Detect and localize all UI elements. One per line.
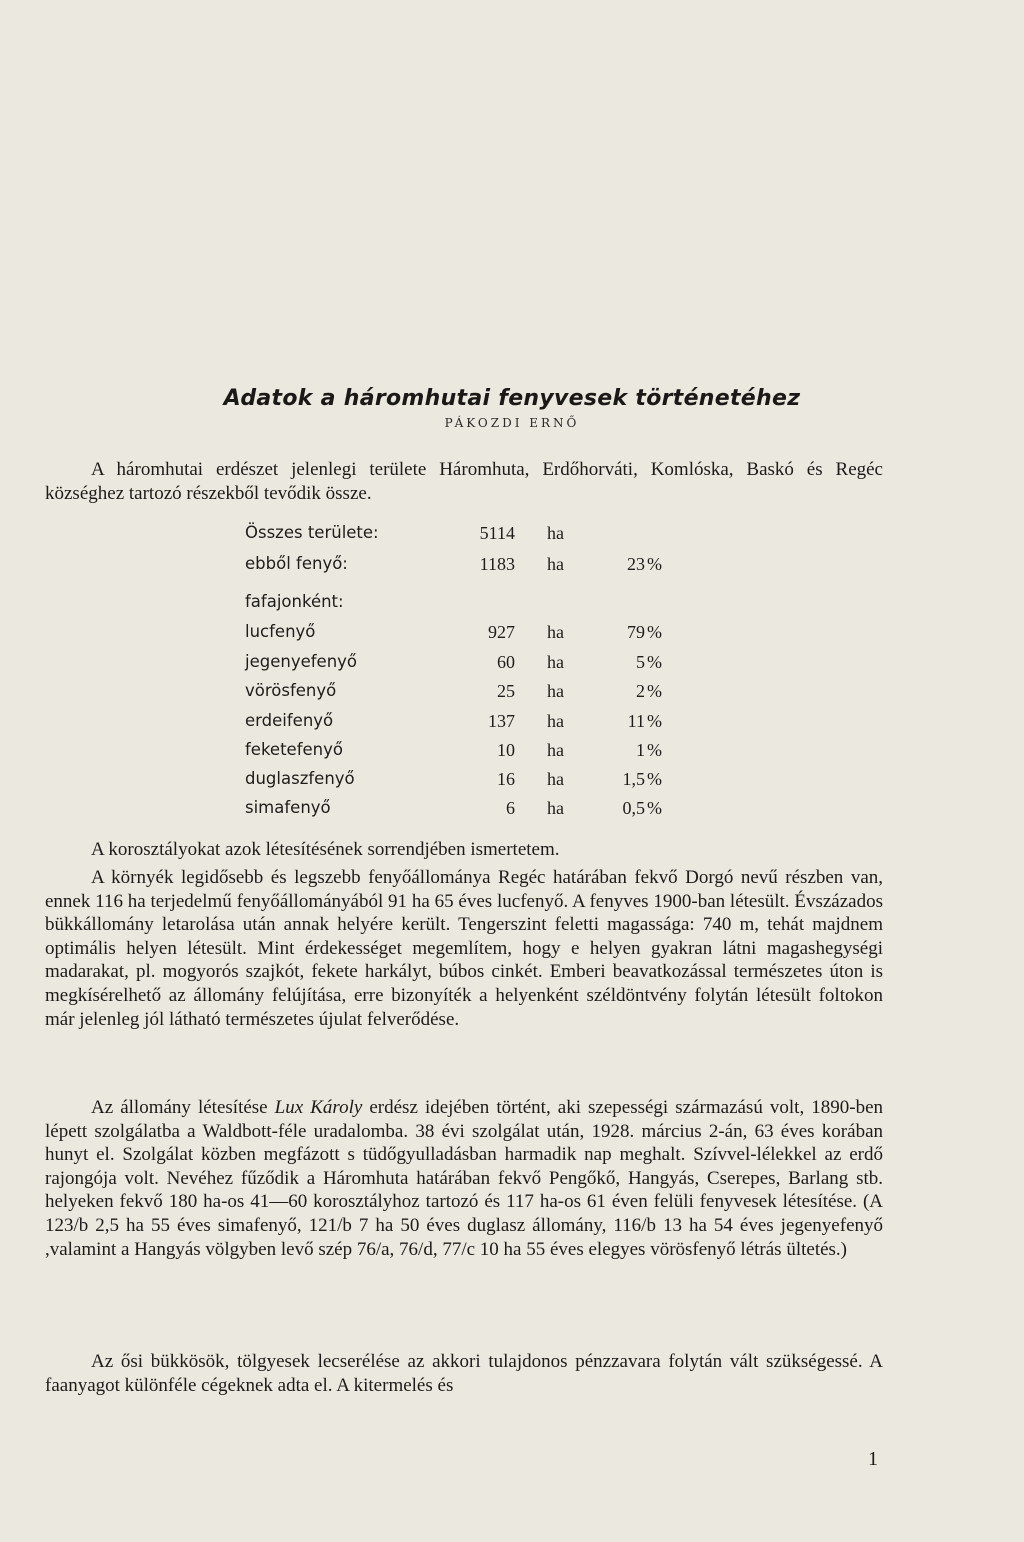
paragraph-3-text-start: Az állomány létesítése: [91, 1097, 275, 1118]
paragraph-4-text: Az ősi bükkösök, tölgyesek lecserélése az akkori tulajdonos pénzzavara folytán vált szükségessé. A faanyagot különféle cégeknek adta el. A kitermelés és: [45, 1351, 883, 1396]
species-pct: 1: [636, 740, 645, 760]
species-label: duglaszfenyő: [245, 769, 355, 788]
by-species-label: fafajonként:: [245, 592, 344, 611]
paragraph-3: [45, 1096, 883, 1261]
species-label: jegenyefenyő: [245, 652, 358, 671]
species-pct: 2: [636, 681, 645, 701]
species-pct-sign: %: [647, 681, 662, 701]
page-number: 1: [868, 1448, 878, 1470]
species-pct: 79: [627, 622, 645, 642]
total-label: Összes területe:: [245, 523, 379, 542]
pine-value: 1183: [479, 554, 515, 574]
paragraph-2: [45, 866, 883, 1031]
species-unit: ha: [547, 769, 564, 789]
species-value: 137: [488, 711, 515, 731]
paragraph-3-text-rest: erdész idejében történt, aki szepességi származású volt, 1890-ben lépett szolgálatba a Waldbott-féle uradalomba. 38 évi szolgálat után, 1928. március 2-án, 63 éves korában hunyt el. Szolgálat közben megfázott s tüdőgyulladásban harmadik nap meghalt. Szívvel-lélekkel az erdő rajongója volt. Nevéhez fűződik a Háromhuta határában fekvő Pengőkő, Hangyás, Cserepes, Barlang stb. helyeken fekvő 180 ha-os 41—60 korosztályhoz tartozó és 117 ha-os 61 éven felüli fenyvesek létesítése. (A 123/b 2,5 ha 55 éves simafenyő, 121/b 7 ha 50 éves duglasz állomány, 116/b 13 ha 54 éves jegenyefenyő ,valamint a Hangyás völgyben levő szép 76/a, 76/d, 77/c 10 ha 55 éves elegyes vörösfenyő létrás ültetés.): [45, 1097, 884, 1260]
species-pct: 1,5: [622, 769, 645, 789]
species-pct-sign: %: [647, 740, 662, 760]
species-unit: ha: [547, 681, 564, 701]
species-label: feketefenyő: [245, 740, 343, 759]
species-unit: ha: [547, 622, 564, 642]
species-value: 927: [488, 622, 515, 642]
species-label: vörösfenyő: [245, 681, 337, 700]
species-value: 25: [497, 681, 515, 701]
species-value: 6: [506, 798, 515, 818]
article-title: Adatok a háromhutai fenyvesek történetéhez: [223, 386, 801, 411]
species-label: lucfenyő: [245, 622, 316, 641]
species-value: 16: [497, 769, 515, 789]
species-pct-sign: %: [647, 798, 662, 818]
paragraph-1-text: A korosztályokat azok létesítésének sorrendjében ismertetem.: [91, 839, 560, 860]
species-pct-sign: %: [647, 769, 662, 789]
species-pct-sign: %: [647, 652, 662, 672]
species-unit: ha: [547, 652, 564, 672]
pine-label: ebből fenyő:: [245, 554, 348, 573]
pine-unit: ha: [547, 554, 564, 574]
intro-paragraph: [45, 458, 883, 505]
species-pct: 11: [627, 711, 645, 731]
species-unit: ha: [547, 798, 564, 818]
total-value: 5114: [479, 523, 515, 543]
species-pct-sign: %: [647, 711, 662, 731]
species-label: simafenyő: [245, 798, 331, 817]
species-pct: 5: [636, 652, 645, 672]
person-name: Lux Károly: [274, 1097, 363, 1118]
intro-text: A háromhutai erdészet jelenlegi területe Háromhuta, Erdőhorváti, Komlóska, Baskó és Regéc községhez tartozó részekből tevődik össze.: [45, 459, 883, 504]
species-unit: ha: [547, 740, 564, 760]
paragraph-4: [45, 1350, 883, 1397]
species-pct: 0,5: [622, 798, 645, 818]
species-label: erdeifenyő: [245, 711, 334, 730]
species-pct-sign: %: [647, 622, 662, 642]
species-value: 60: [497, 652, 515, 672]
paragraph-2-text: A környék legidősebb és legszebb fenyőállománya Regéc határában fekvő Dorgó nevű részben van, ennek 116 ha terjedelmű fenyőállományából 91 ha 65 éves lucfenyő. A fenyves 1900-ban létesült. Évszázados bükkállomány letarolása után annak helyére került. Tengerszint feletti magassága: 740 m, tehát majdnem optimális helyen létesült. Mint érdekességet megemlítem, hogy e helyen gyakran látni magashegységi madarakat, pl. mogyorós szajkót, fekete harkályt, búbos cinkét. Emberi beavatkozással természetes úton is megkísérelhető az állomány felújítása, erre bizonyíték a helyenként széldöntvény folytán létesült foltokon már jelenleg jól látható természetes újulat felverődése.: [45, 867, 883, 1030]
total-unit: ha: [547, 523, 564, 543]
paragraph-1: [45, 838, 883, 862]
pine-pct: 23: [627, 554, 645, 574]
species-value: 10: [497, 740, 515, 760]
article-author: PÁKOZDI ERNŐ: [444, 416, 580, 430]
pine-pct-sign: %: [647, 554, 662, 574]
species-unit: ha: [547, 711, 564, 731]
